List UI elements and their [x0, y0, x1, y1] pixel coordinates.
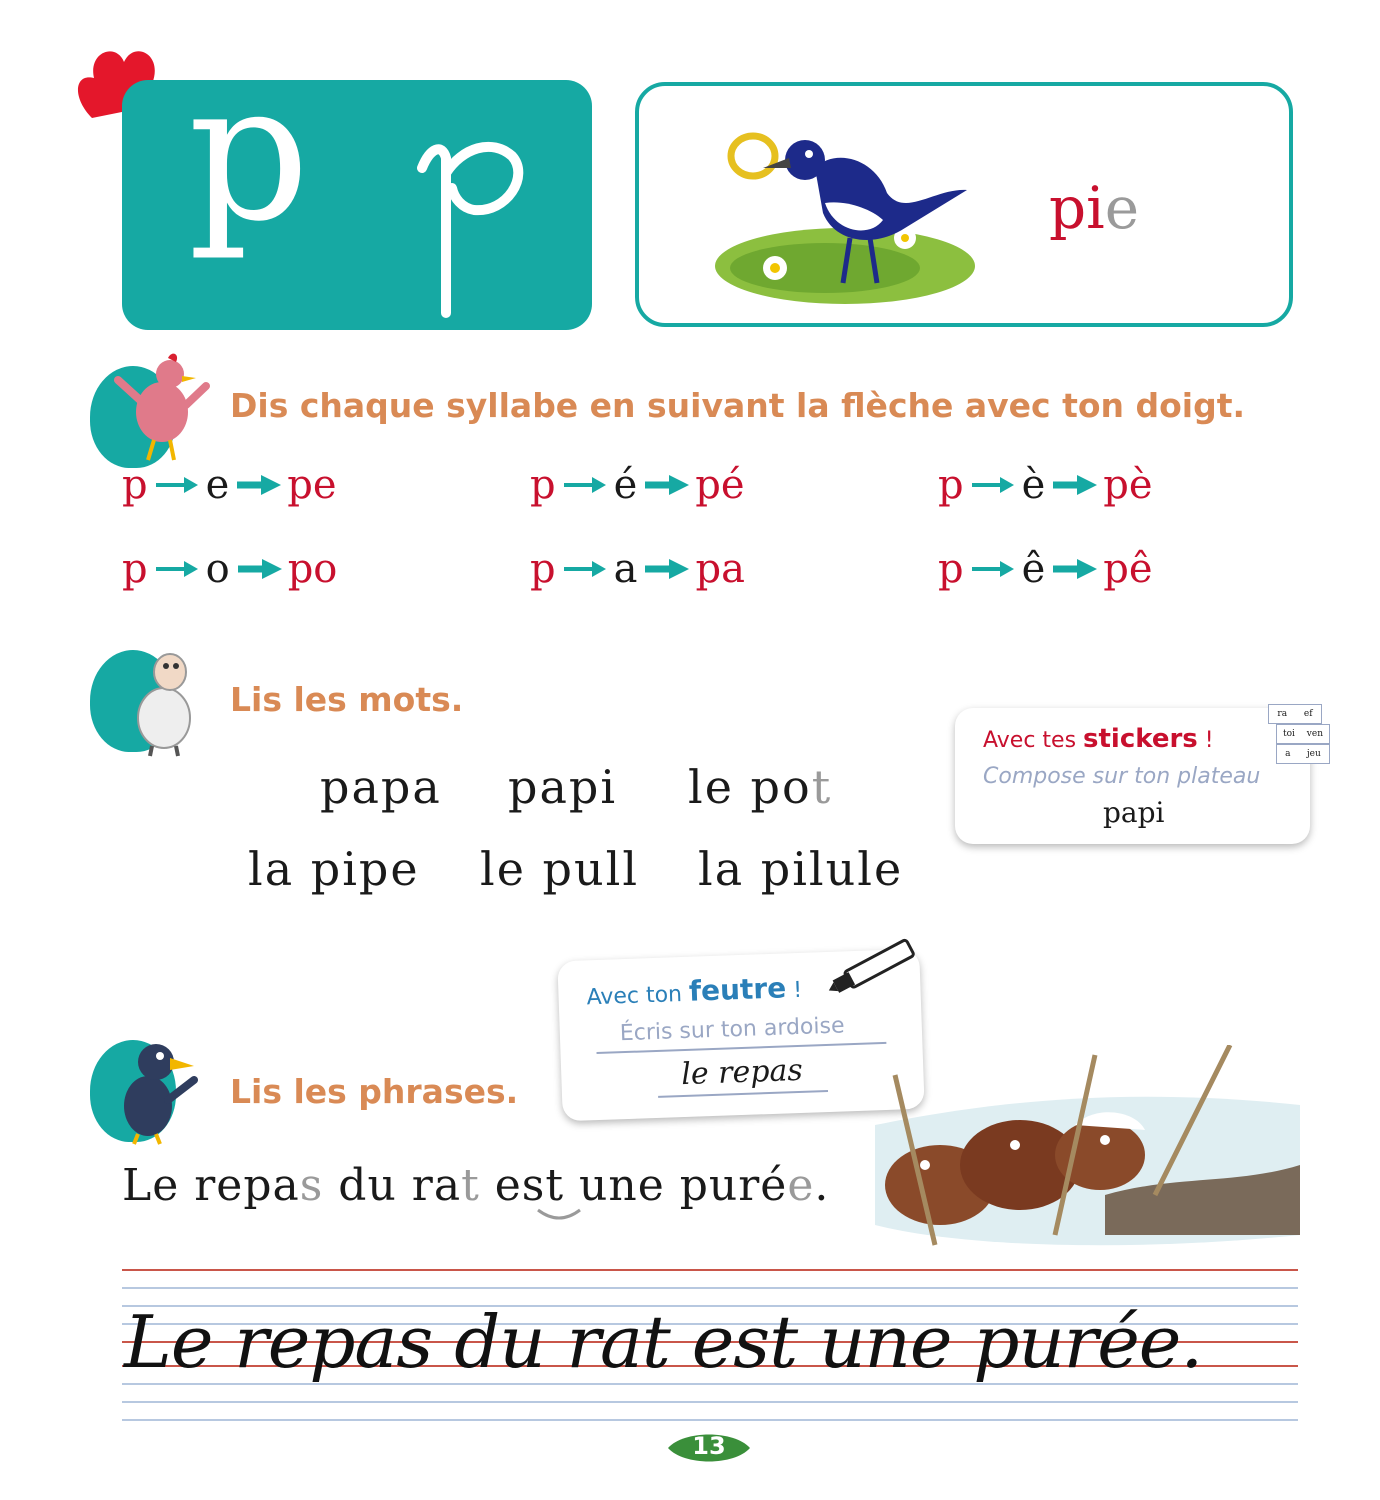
hen-icon	[110, 350, 210, 465]
arrow-right-icon	[643, 559, 689, 579]
syllable-grid	[122, 462, 1272, 612]
arrow-right-icon	[235, 475, 281, 495]
arrow-right-icon	[154, 475, 200, 495]
instruction-words: Lis les mots.	[230, 680, 464, 719]
crow-icon	[108, 1036, 198, 1146]
stickers-card	[955, 708, 1310, 844]
sheep-icon	[128, 648, 200, 758]
liaison-mark	[534, 1206, 584, 1226]
instruction-syllables: Dis chaque syllabe en suivant la flèche avec ton doigt.	[230, 386, 1246, 425]
feutre-card-title: Avec ton feutre !	[586, 971, 803, 1011]
syllable-item: p e pe	[122, 462, 337, 508]
print-letter: p	[188, 42, 310, 263]
word-item: la pilule	[698, 842, 904, 896]
word-item: papa	[320, 760, 442, 814]
arrow-right-icon	[236, 559, 282, 579]
word-item: la pipe	[248, 842, 420, 896]
syllable-item: p é pé	[530, 462, 745, 508]
arrow-right-icon	[970, 559, 1016, 579]
word-item: papi	[508, 760, 618, 814]
arrow-right-icon	[643, 475, 689, 495]
word-item: le pull	[480, 842, 640, 896]
arrow-right-icon	[562, 559, 608, 579]
arrow-right-icon	[1051, 475, 1097, 495]
rats-illustration	[855, 1045, 1300, 1250]
letter-tile	[122, 42, 592, 330]
magpie-illustration	[705, 108, 975, 308]
arrow-right-icon	[1051, 559, 1097, 579]
script-letter: p	[412, 118, 413, 119]
syllable-item: p ê pê	[938, 546, 1153, 592]
stickers-card-word: papi	[1103, 796, 1165, 829]
syllable-item: p o po	[122, 546, 338, 592]
sentence: Le repas du rat est une purée.	[122, 1160, 830, 1211]
cursive-model: Le repas du rat est une purée.	[124, 1300, 1203, 1384]
picture-word-rest: e	[1104, 174, 1140, 242]
syllable-item: p a pa	[530, 546, 745, 592]
arrow-right-icon	[970, 475, 1016, 495]
arrow-right-icon	[154, 559, 200, 579]
syllable-item: p è pè	[938, 462, 1153, 508]
feutre-card-subtitle: Écris sur ton ardoise	[619, 1013, 845, 1047]
picture-word	[1049, 174, 1139, 242]
stickers-card-title: Avec tes stickers !	[983, 724, 1214, 754]
script-letter-glyph	[412, 118, 542, 318]
sticker-tiles: ra ef toi ven a jeu	[1268, 704, 1330, 764]
instruction-sentences: Lis les phrases.	[230, 1072, 519, 1111]
picture-word-highlight: pi	[1049, 174, 1105, 242]
stickers-card-subtitle: Compose sur ton plateau	[983, 764, 1261, 789]
page-number: 13	[692, 1432, 726, 1460]
marker-icon	[825, 938, 930, 993]
arrow-right-icon	[562, 475, 608, 495]
picture-tile	[635, 82, 1293, 327]
word-item: le pot	[688, 760, 833, 814]
feutre-card-word: le repas	[680, 1052, 804, 1093]
